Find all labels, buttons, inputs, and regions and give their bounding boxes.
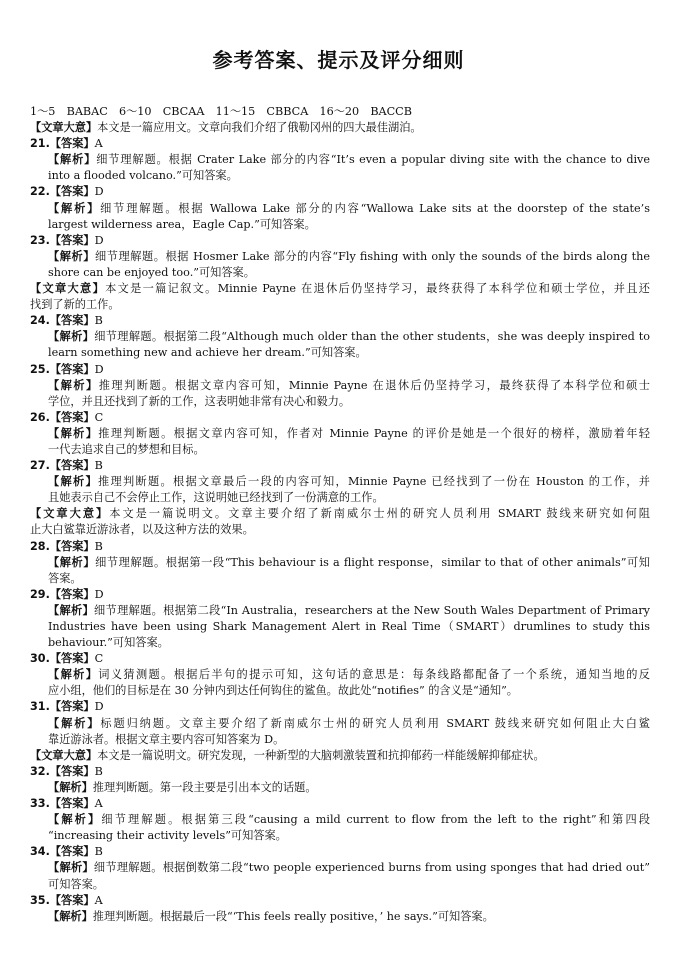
- line-tag: 【解析】: [48, 475, 98, 489]
- line-tag: 【解析】: [48, 716, 101, 730]
- line-text: 细节理解题。根据 Wallowa Lake 部分的内容“Wallowa Lake sits at the doorstep of the state’s: [100, 201, 650, 215]
- answer-line: [30, 844, 650, 860]
- line-text: 细节理解题。根据第三段“causing a mild current to flow from the left to the right”和第四段: [101, 813, 650, 827]
- line-text: 推理判断题。根据文章最后一段的内容可知，Minnie Payne 已经找到了一份在 Houston 的工作，并: [98, 475, 650, 489]
- line-text: “increasing their activity levels”可知答案。: [48, 829, 287, 843]
- answer-line: [30, 426, 650, 442]
- answer-line: [30, 716, 650, 732]
- answer-line: [30, 748, 650, 764]
- line-tag: 30.【答案】: [30, 652, 95, 666]
- answer-line: [30, 297, 650, 313]
- line-text: 词义猜测题。根据后半句的提示可知，这句话的意思是：每条线路都配备了一个系统，通知当地的反: [98, 668, 650, 682]
- line-tag: 【解析】: [48, 909, 93, 923]
- line-text: 学位，并且还找到了新的工作，这表明她非常有决心和毅力。: [48, 394, 351, 408]
- line-text: 本文是一篇应用文。文章向我们介绍了俄勒冈州的四大最佳湖泊。: [97, 121, 422, 135]
- line-text: C: [94, 652, 104, 666]
- line-tag: 34.【答案】: [30, 845, 95, 859]
- line-tag: 32.【答案】: [30, 764, 95, 778]
- line-text: C: [94, 410, 104, 424]
- answer-line: [30, 635, 650, 651]
- line-tag: 25.【答案】: [30, 362, 95, 376]
- line-tag: 26.【答案】: [30, 410, 95, 424]
- line-tag: 【解析】: [48, 201, 101, 215]
- line-text: D: [94, 233, 104, 247]
- line-tag: 【解析】: [48, 603, 95, 617]
- line-text: 细节理解题。根据倒数第二段“two people experienced burns from using sponges that had dried out”: [93, 861, 650, 875]
- line-text: B: [94, 459, 103, 473]
- line-tag: 【解析】: [48, 249, 95, 263]
- answer-content: [30, 104, 650, 925]
- answer-line: [30, 442, 650, 458]
- answer-line: [30, 394, 650, 410]
- line-tag: 【解析】: [48, 426, 99, 440]
- line-tag: 【解析】: [48, 153, 97, 167]
- answer-line: [30, 201, 650, 217]
- line-text: 推理判断题。第一段主要是引出本文的话题。: [92, 780, 317, 794]
- answer-line: [30, 522, 650, 538]
- answer-line: [30, 732, 650, 748]
- answer-line: [30, 410, 650, 426]
- line-tag: 【解析】: [48, 555, 96, 569]
- line-text: learn something new and achieve her dream.”可知答案。: [48, 346, 367, 360]
- line-tag: 28.【答案】: [30, 539, 95, 553]
- answer-line: [30, 184, 650, 200]
- answer-line: [30, 217, 650, 233]
- line-tag: 【文章大意】: [30, 748, 98, 762]
- line-text: 本文是一篇说明文。研究发现，一种新型的大脑刺激装置和抗抑郁药一样能缓解抑郁症状。: [97, 748, 545, 762]
- answer-line: [30, 699, 650, 715]
- line-tag: 24.【答案】: [30, 314, 95, 328]
- line-tag: 31.【答案】: [30, 700, 95, 714]
- line-text: 本文是一篇记叙文。Minnie Payne 在退休后仍坚持学习，最终获得了本科学位和硕士学位，并且还: [105, 282, 650, 296]
- answer-line: [30, 812, 650, 828]
- line-tag: 【解析】: [48, 378, 99, 392]
- line-text: into a flooded volcano.”可知答案。: [48, 169, 238, 183]
- line-tag: 【解析】: [48, 861, 94, 875]
- line-text: 本文是一篇说明文。文章主要介绍了新南威尔士州的研究人员利用 SMART 鼓线来研究如何阻: [109, 507, 650, 521]
- answer-line: [30, 233, 650, 249]
- answer-line: [30, 265, 650, 281]
- answer-line: [30, 603, 650, 619]
- line-text: D: [94, 362, 104, 376]
- answer-line: [30, 152, 650, 168]
- line-text: 且她表示自己不会停止工作，这说明她已经找到了一份满意的工作。: [48, 491, 384, 505]
- line-text: largest wilderness area，Eagle Cap.”可知答案。: [48, 217, 316, 231]
- page-title: 参考答案、提示及评分细则: [212, 48, 465, 72]
- answer-line: [30, 474, 650, 490]
- line-text: shore can be enjoyed too.”可知答案。: [48, 265, 255, 279]
- answer-line: [30, 651, 650, 667]
- line-tag: 22.【答案】: [30, 185, 95, 199]
- line-tag: 23.【答案】: [30, 233, 95, 247]
- answer-line: [30, 313, 650, 329]
- answer-line: [30, 136, 650, 152]
- line-text: 细节理解题。根据第二段“Although much older than the other students，she was deeply inspired to: [94, 330, 650, 344]
- answer-line: [30, 909, 650, 925]
- line-text: 细节理解题。根据第一段“This behaviour is a flight response，similar to that of other animals”可知: [95, 555, 650, 569]
- answer-line: [30, 860, 650, 876]
- answer-line: [30, 587, 650, 603]
- line-text: B: [94, 314, 103, 328]
- answer-line: [30, 120, 650, 136]
- line-text: B: [94, 845, 103, 859]
- line-tag: 29.【答案】: [30, 587, 95, 601]
- line-text: 细节理解题。根据 Crater Lake 部分的内容“It’s even a popular diving site with the chance to dive: [96, 153, 650, 167]
- answer-line: [30, 780, 650, 796]
- answer-line: [30, 683, 650, 699]
- answer-line: [30, 168, 650, 184]
- line-tag: 【解析】: [48, 330, 95, 344]
- answer-line: [30, 458, 650, 474]
- line-text: 一代去追求自己的梦想和目标。: [48, 442, 205, 456]
- line-text: D: [94, 700, 104, 714]
- answer-line: [30, 796, 650, 812]
- line-text: A: [94, 893, 103, 907]
- line-text: 细节理解题。根据第二段“In Australia，researchers at the New South Wales Department of Primary: [94, 603, 650, 617]
- line-text: D: [94, 587, 104, 601]
- line-text: 推理判断题。根据文章内容可知，Minnie Payne 在退休后仍坚持学习，最终获得了本科学位和硕士: [98, 378, 650, 392]
- answer-line: [30, 539, 650, 555]
- answer-line: [30, 555, 650, 571]
- line-text: Industries have been using Shark Management Alert in Real Time（SMART）drumlines to study this: [48, 620, 650, 633]
- answer-line: [30, 571, 650, 587]
- line-text: 细节理解题。根据 Hosmer Lake 部分的内容“Fly fishing with only the sounds of the birds along the: [95, 249, 650, 263]
- answer-line: [30, 104, 650, 120]
- line-text: B: [94, 539, 103, 553]
- answer-line: [30, 506, 650, 522]
- line-tag: 【解析】: [48, 780, 93, 794]
- answer-line: [30, 345, 650, 361]
- answer-line: [30, 828, 650, 844]
- line-tag: 21.【答案】: [30, 137, 95, 151]
- line-tag: 27.【答案】: [30, 459, 95, 473]
- line-text: 标题归纳题。文章主要介绍了新南威尔士州的研究人员利用 SMART 鼓线来研究如何阻止大白鲨: [100, 716, 650, 730]
- answer-line: [30, 619, 650, 635]
- line-text: 推理判断题。根据文章内容可知，作者对 Minnie Payne 的评价是她是一个很好的榜样，激励着年轻: [98, 426, 650, 440]
- line-text: 1～5 BABAC 6～10 CBCAA 11～15 CBBCA 16～20 BACCB: [30, 105, 412, 118]
- answer-line: [30, 378, 650, 394]
- line-tag: 【文章大意】: [30, 121, 98, 135]
- answer-line: [30, 877, 650, 893]
- answer-line: [30, 764, 650, 780]
- line-tag: 【解析】: [48, 813, 102, 827]
- line-text: 应小组，他们的目标是在 30 分钟内到达任何钩住的鲨鱼。故此处“notifies” 的含义是“通知”。: [48, 684, 518, 698]
- line-tag: 35.【答案】: [30, 893, 95, 907]
- answer-line: [30, 667, 650, 683]
- answer-line: [30, 249, 650, 265]
- line-text: A: [94, 797, 103, 811]
- line-tag: 【文章大意】: [30, 282, 106, 296]
- answer-line: [30, 329, 650, 345]
- line-text: B: [94, 764, 103, 778]
- answer-line: [30, 893, 650, 909]
- line-tag: 【文章大意】: [30, 507, 110, 521]
- answer-line: [30, 281, 650, 297]
- line-tag: 33.【答案】: [30, 797, 95, 811]
- line-text: 找到了新的工作。: [30, 298, 120, 312]
- line-tag: 【解析】: [48, 668, 99, 682]
- answer-line: [30, 362, 650, 378]
- answer-line: [30, 490, 650, 506]
- line-text: 可知答案。: [48, 877, 104, 891]
- line-text: 推理判断题。根据最后一段“‘This feels really positive，’ he says.”可知答案。: [92, 909, 494, 923]
- line-text: 止大白鲨靠近游泳者，以及这种方法的效果。: [30, 523, 254, 537]
- line-text: 答案。: [48, 571, 82, 585]
- line-text: behaviour.”可知答案。: [48, 636, 169, 650]
- line-text: D: [94, 185, 104, 199]
- line-text: A: [94, 137, 103, 151]
- line-text: 靠近游泳者。根据文章主要内容可知答案为 D。: [48, 732, 285, 746]
